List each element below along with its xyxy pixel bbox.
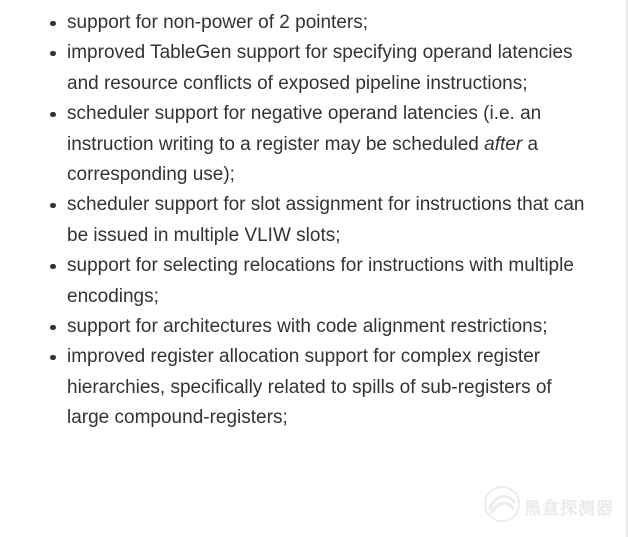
bullet-icon xyxy=(50,203,56,209)
list-item xyxy=(0,38,628,99)
watermark-text: 黑盒探测器 xyxy=(524,499,614,519)
list-item-text-before: scheduler support for negative operand latencies (i.e. an instruction writing to a register may be scheduled xyxy=(67,103,542,155)
bullet-icon xyxy=(50,355,56,361)
list-item-text-after: a corresponding use); xyxy=(67,133,539,186)
list-item-text: support for architectures with code alignment restrictions; xyxy=(67,316,548,338)
list-item-text: improved register allocation support for complex register hierarchies, specifically related to spills of sub-registers of large compound-registers; xyxy=(67,346,552,429)
watermark xyxy=(482,484,622,524)
list-item xyxy=(0,251,628,312)
list-item-text: support for selecting relocations for instructions with multiple encodings; xyxy=(67,255,574,307)
list-item-emphasis: after xyxy=(484,133,523,155)
list-item xyxy=(0,190,628,251)
list-item xyxy=(0,99,628,190)
bullet-icon xyxy=(50,21,56,27)
list-item-text: scheduler support for slot assignment for instructions that can be issued in multiple VLIW slots; xyxy=(67,194,585,246)
list-item xyxy=(0,8,628,38)
bullet-icon xyxy=(50,264,56,270)
bullet-icon xyxy=(50,325,56,331)
list-item-text: improved TableGen support for specifying operand latencies and resource conflicts of exposed pipeline instructions; xyxy=(67,42,573,94)
bullet-icon xyxy=(50,112,56,118)
list-item xyxy=(0,342,628,433)
swirl-logo-icon xyxy=(482,484,522,524)
list-item-text: support for non-power of 2 pointers; xyxy=(67,12,369,33)
bullet-icon xyxy=(50,51,56,57)
list-item xyxy=(0,312,628,342)
